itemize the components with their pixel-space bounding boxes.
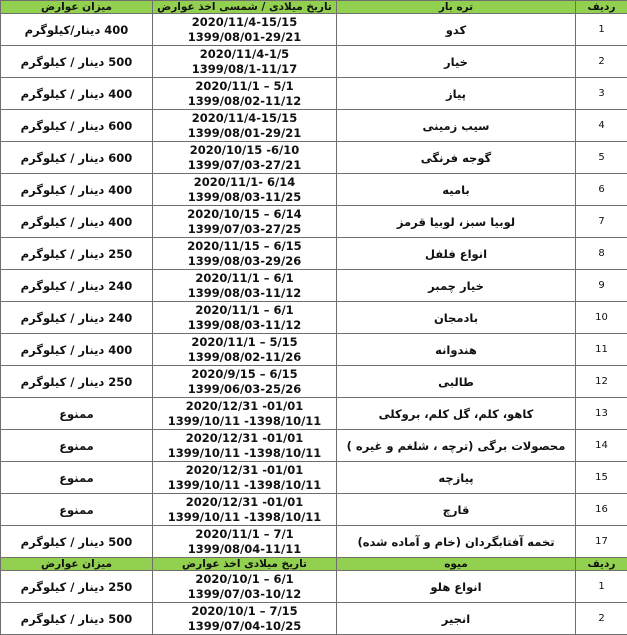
gregorian-date-range: 2020/11/15 – 6/15	[153, 239, 336, 254]
table-row	[1, 174, 627, 206]
date-range-cell	[153, 571, 337, 603]
row-number: 11	[576, 334, 627, 366]
date-range-cell	[153, 142, 337, 174]
date-range-cell	[153, 14, 337, 46]
solar-date-range: 1399/08/03-11/12	[153, 286, 336, 301]
solar-date-range: 1399/08/04-11/11	[153, 542, 336, 557]
solar-date-range: 1399/08/01-29/21	[153, 30, 336, 45]
date-range-cell	[153, 206, 337, 238]
gregorian-date-range: 2020/10/1 – 6/1	[153, 572, 336, 587]
table-row	[1, 398, 627, 430]
row-number: 2	[576, 603, 627, 635]
row-number: 6	[576, 174, 627, 206]
product-name: انواع فلفل	[337, 238, 576, 270]
date-range-cell	[153, 174, 337, 206]
row-number: 1	[576, 14, 627, 46]
gregorian-date-range: 2020/11/1 – 5/15	[153, 335, 336, 350]
gregorian-date-range: 2020/11/4-15/15	[153, 15, 336, 30]
product-name: طالبی	[337, 366, 576, 398]
row-number: 2	[576, 46, 627, 78]
product-name: بادمجان	[337, 302, 576, 334]
date-range-cell	[153, 78, 337, 110]
table-row	[1, 430, 627, 462]
solar-date-range: 1399/08/01-29/21	[153, 126, 336, 141]
gregorian-date-range: 2020/11/1 – 7/1	[153, 527, 336, 542]
gregorian-date-range: 2020/12/31 -01/01	[153, 495, 336, 510]
table-row	[1, 334, 627, 366]
date-range-cell	[153, 366, 337, 398]
date-range-cell	[153, 334, 337, 366]
row-number: 3	[576, 78, 627, 110]
tariff-amount: 240 دینار / کیلوگرم	[1, 302, 153, 334]
tariff-amount: 240 دینار / کیلوگرم	[1, 270, 153, 302]
solar-date-range: 1399/08/02-11/12	[153, 94, 336, 109]
product-name: بامیه	[337, 174, 576, 206]
table-row	[1, 302, 627, 334]
row-number: 15	[576, 462, 627, 494]
row-number: 14	[576, 430, 627, 462]
product-name: قارچ	[337, 494, 576, 526]
tariff-table-body	[1, 1, 627, 635]
date-range-cell	[153, 46, 337, 78]
header-item: میوه	[337, 558, 576, 571]
header-price: میزان عوارض	[1, 558, 153, 571]
row-number: 10	[576, 302, 627, 334]
solar-date-range: 1399/08/03-29/26	[153, 254, 336, 269]
solar-date-range: 1399/10/11 -1398/10/11	[153, 414, 336, 429]
table-row	[1, 366, 627, 398]
solar-date-range: 1399/08/02-11/26	[153, 350, 336, 365]
solar-date-range: 1399/07/03-10/12	[153, 587, 336, 602]
gregorian-date-range: 2020/10/15 – 6/14	[153, 207, 336, 222]
header-date: تاریخ میلادی / شمسی اخذ عوارض	[153, 1, 337, 14]
date-range-cell	[153, 494, 337, 526]
product-name: انجیر	[337, 603, 576, 635]
vegetables-header-row	[1, 1, 627, 14]
product-name: کدو	[337, 14, 576, 46]
table-row	[1, 206, 627, 238]
date-range-cell	[153, 462, 337, 494]
product-name: پیازچه	[337, 462, 576, 494]
row-number: 8	[576, 238, 627, 270]
row-number: 9	[576, 270, 627, 302]
product-name: گوجه فرنگی	[337, 142, 576, 174]
date-range-cell	[153, 238, 337, 270]
header-date: تاریخ میلادی اخذ عوارض	[153, 558, 337, 571]
table-row	[1, 110, 627, 142]
product-name: سیب زمینی	[337, 110, 576, 142]
solar-date-range: 1399/08/03-11/12	[153, 318, 336, 333]
solar-date-range: 1399/06/03-25/26	[153, 382, 336, 397]
product-name: هندوانه	[337, 334, 576, 366]
header-row-number: ردیف	[576, 1, 627, 14]
fruits-header-row	[1, 558, 627, 571]
row-number: 4	[576, 110, 627, 142]
product-name: تخمه آفتابگردان (خام و آماده شده)	[337, 526, 576, 558]
row-number: 16	[576, 494, 627, 526]
gregorian-date-range: 2020/11/1 – 5/1	[153, 79, 336, 94]
table-row	[1, 238, 627, 270]
date-range-cell	[153, 398, 337, 430]
date-range-cell	[153, 430, 337, 462]
solar-date-range: 1399/10/11 -1398/10/11	[153, 446, 336, 461]
table-row	[1, 462, 627, 494]
product-name: لوبیا سبز، لوبیا قرمز	[337, 206, 576, 238]
table-row	[1, 14, 627, 46]
tariff-amount: 250 دینار / کیلوگرم	[1, 571, 153, 603]
solar-date-range: 1399/10/11 -1398/10/11	[153, 510, 336, 525]
date-range-cell	[153, 110, 337, 142]
row-number: 1	[576, 571, 627, 603]
solar-date-range: 1399/10/11 -1398/10/11	[153, 478, 336, 493]
gregorian-date-range: 2020/9/15 – 6/15	[153, 367, 336, 382]
row-number: 17	[576, 526, 627, 558]
table-row	[1, 526, 627, 558]
row-number: 7	[576, 206, 627, 238]
date-range-cell	[153, 270, 337, 302]
table-row	[1, 571, 627, 603]
header-price: میزان عوارض	[1, 1, 153, 14]
gregorian-date-range: 2020/11/1 – 6/1	[153, 303, 336, 318]
tariff-amount: 500 دینار / کیلوگرم	[1, 526, 153, 558]
header-row-number: ردیف	[576, 558, 627, 571]
date-range-cell	[153, 526, 337, 558]
solar-date-range: 1399/08/03-11/25	[153, 190, 336, 205]
gregorian-date-range: 2020/11/4-15/15	[153, 111, 336, 126]
row-number: 12	[576, 366, 627, 398]
product-name: خیار	[337, 46, 576, 78]
product-name: کاهو، کلم، گل کلم، بروکلی	[337, 398, 576, 430]
tariff-amount: 250 دینار / کیلوگرم	[1, 366, 153, 398]
tariff-amount: ممنوع	[1, 398, 153, 430]
solar-date-range: 1399/08/1-11/17	[153, 62, 336, 77]
gregorian-date-range: 2020/10/1 – 7/15	[153, 604, 336, 619]
tariff-amount: ممنوع	[1, 462, 153, 494]
table-row	[1, 46, 627, 78]
header-item: تره بار	[337, 1, 576, 14]
table-row	[1, 494, 627, 526]
tariff-amount: 400 دینار/کیلوگرم	[1, 14, 153, 46]
tariff-amount: 400 دینار / کیلوگرم	[1, 174, 153, 206]
gregorian-date-range: 2020/10/15 -6/10	[153, 143, 336, 158]
product-name: خیار چمبر	[337, 270, 576, 302]
product-name: محصولات برگی (ترچه ، شلغم و غیره )	[337, 430, 576, 462]
gregorian-date-range: 2020/12/31 -01/01	[153, 399, 336, 414]
table-row	[1, 142, 627, 174]
table-row	[1, 270, 627, 302]
table-row	[1, 78, 627, 110]
date-range-cell	[153, 302, 337, 334]
gregorian-date-range: 2020/12/31 -01/01	[153, 463, 336, 478]
row-number: 5	[576, 142, 627, 174]
tariff-amount: 600 دینار / کیلوگرم	[1, 142, 153, 174]
gregorian-date-range: 2020/11/1- 6/14	[153, 175, 336, 190]
product-name: پیاز	[337, 78, 576, 110]
gregorian-date-range: 2020/11/1 – 6/1	[153, 271, 336, 286]
solar-date-range: 1399/07/03-27/21	[153, 158, 336, 173]
tariff-amount: ممنوع	[1, 430, 153, 462]
tariff-amount: 400 دینار / کیلوگرم	[1, 334, 153, 366]
product-name: انواع هلو	[337, 571, 576, 603]
tariff-amount: 500 دینار / کیلوگرم	[1, 46, 153, 78]
solar-date-range: 1399/07/03-27/25	[153, 222, 336, 237]
tariff-amount: ممنوع	[1, 494, 153, 526]
tariff-amount: 250 دینار / کیلوگرم	[1, 238, 153, 270]
tariff-amount: 400 دینار / کیلوگرم	[1, 78, 153, 110]
gregorian-date-range: 2020/11/4-1/5	[153, 47, 336, 62]
row-number: 13	[576, 398, 627, 430]
tariff-amount: 600 دینار / کیلوگرم	[1, 110, 153, 142]
solar-date-range: 1399/07/04-10/25	[153, 619, 336, 634]
tariff-amount: 400 دینار / کیلوگرم	[1, 206, 153, 238]
gregorian-date-range: 2020/12/31 -01/01	[153, 431, 336, 446]
tariff-amount: 500 دینار / کیلوگرم	[1, 603, 153, 635]
